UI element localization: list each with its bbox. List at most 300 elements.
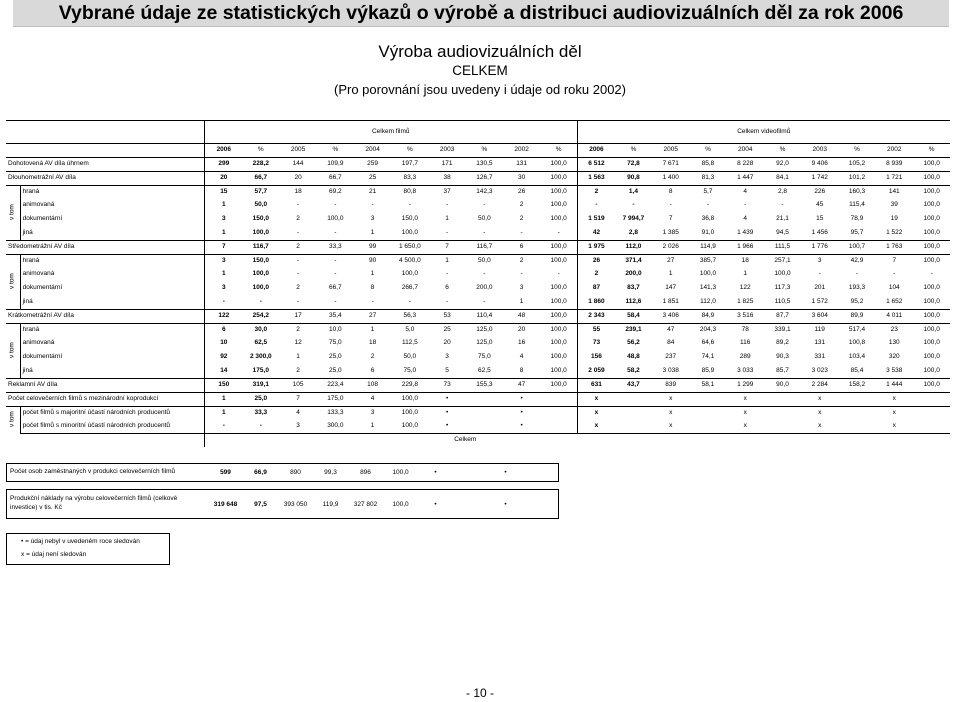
table-cell: 100,0 xyxy=(392,407,428,421)
table-cell: - xyxy=(446,270,449,278)
table-cell: 3 xyxy=(801,255,839,269)
table-cell: 2 xyxy=(296,215,300,223)
table-cell: - xyxy=(520,270,523,278)
table-cell: 110,5 xyxy=(774,298,791,306)
table-row xyxy=(6,407,950,421)
table-cell: - xyxy=(243,420,279,434)
table-cell: 1 975 xyxy=(577,241,615,255)
table-cell: 319,1 xyxy=(243,379,279,393)
table-cell: 55 xyxy=(577,324,615,338)
table-cell xyxy=(764,420,800,434)
table-cell: 3 xyxy=(353,407,391,421)
table-cell: 7 671 xyxy=(652,158,690,172)
table-cell: 3 538 xyxy=(886,367,903,375)
table-cell: 15 xyxy=(204,186,242,200)
table-cell: 1 860 xyxy=(577,296,615,310)
table-cell: 119 xyxy=(801,324,839,338)
table-cell: x xyxy=(801,393,839,407)
table-cell: 7 xyxy=(204,241,242,255)
table-cell: 20 xyxy=(279,172,317,186)
videos-group-header: Celkem videofilmů xyxy=(577,121,950,144)
table-cell: 66,7 xyxy=(243,172,279,186)
table-cell: 62,5 xyxy=(478,367,491,375)
table-cell: - xyxy=(334,201,337,209)
table-cell: 23 xyxy=(875,324,913,338)
table-cell: 94,5 xyxy=(776,229,789,237)
table-row xyxy=(6,310,950,324)
costs-row xyxy=(6,489,559,519)
table-cell: 78 xyxy=(726,324,764,338)
table-cell: x xyxy=(875,420,913,434)
table-cell: 100,0 xyxy=(923,284,940,292)
table-cell: 8 xyxy=(519,367,524,375)
table-cell: x xyxy=(726,407,764,421)
table-cell: 2 284 xyxy=(801,379,839,393)
table-cell: 193,3 xyxy=(848,284,866,292)
table-cell: 131 xyxy=(502,158,540,172)
legend xyxy=(6,533,170,565)
table-cell: - xyxy=(706,201,710,209)
table-cell: 84,9 xyxy=(690,310,726,324)
extra-cell: • xyxy=(434,500,437,508)
v-tom-label xyxy=(6,186,20,241)
table-cell: - xyxy=(279,255,317,269)
table-cell: 8 228 xyxy=(726,158,764,172)
table-cell: 10,0 xyxy=(317,324,353,338)
table-cell: 89,9 xyxy=(839,310,875,324)
table-cell: 100,0 xyxy=(541,186,577,200)
table-cell: 56,2 xyxy=(627,339,640,347)
table-cell: 100,0 xyxy=(550,215,567,223)
column-header: 2004 xyxy=(353,144,391,158)
row-label: počet filmů s minoritní účastí národních producentů xyxy=(20,420,204,434)
table-cell: 133,3 xyxy=(317,407,353,421)
table-cell: 7 xyxy=(875,255,913,269)
table-cell: 56,3 xyxy=(392,310,428,324)
table-cell xyxy=(541,393,577,407)
table-cell: 226 xyxy=(801,186,839,200)
column-header: % xyxy=(392,144,428,158)
table-cell: 35,4 xyxy=(317,310,353,324)
table-cell: 266,7 xyxy=(401,284,418,292)
table-cell: 85,8 xyxy=(690,158,726,172)
table-cell: 84,1 xyxy=(764,172,800,186)
table-cell: 300,0 xyxy=(317,420,353,434)
table-cell: - xyxy=(855,270,859,278)
table-cell: 6 xyxy=(445,284,449,292)
table-cell: - xyxy=(334,298,337,306)
table-cell: 85,9 xyxy=(701,367,715,375)
table-cell: 25,0 xyxy=(329,353,342,361)
table-row xyxy=(6,350,950,365)
table-row xyxy=(6,186,950,200)
table-cell: 100,0 xyxy=(401,229,418,237)
table-cell: 100,8 xyxy=(848,339,866,347)
celkem-label: Celkem xyxy=(454,436,477,444)
table-row xyxy=(6,337,950,350)
table-cell: x xyxy=(726,393,764,407)
table-cell xyxy=(690,393,726,407)
table-cell: 171 xyxy=(428,158,466,172)
table-cell: 320 xyxy=(888,353,900,361)
table-cell: - xyxy=(446,229,449,237)
table-cell: 1 742 xyxy=(801,172,839,186)
column-header: % xyxy=(466,144,502,158)
table-cell: 7 xyxy=(428,241,466,255)
table-cell: 100,0 xyxy=(913,255,950,269)
table-cell: 42,9 xyxy=(839,255,875,269)
table-cell: 131 xyxy=(814,339,826,347)
table-cell: 839 xyxy=(652,379,690,393)
table-cell: 5,7 xyxy=(690,186,726,200)
table-cell: 112,6 xyxy=(625,298,642,306)
table-cell: - xyxy=(296,201,300,209)
table-cell: 5 xyxy=(445,367,449,375)
table-cell: 105 xyxy=(279,379,317,393)
table-cell: 1 652 xyxy=(886,298,903,306)
table-cell: 3 xyxy=(279,420,317,434)
table-cell: 66,7 xyxy=(317,172,353,186)
table-cell: 100,0 xyxy=(550,353,567,361)
table-cell: 89,2 xyxy=(776,339,789,347)
table-cell: 4 xyxy=(353,393,391,407)
table-cell: 108 xyxy=(353,379,391,393)
table-cell: 100,0 xyxy=(550,298,567,306)
table-cell: 100,0 xyxy=(550,339,567,347)
table-cell: 45 xyxy=(816,201,824,209)
table-cell: 27 xyxy=(652,255,690,269)
table-cell: 100,0 xyxy=(923,353,940,361)
table-cell: 74,1 xyxy=(701,353,715,361)
table-cell: 95,7 xyxy=(850,229,864,237)
table-cell: 6 xyxy=(502,241,540,255)
table-cell: 37 xyxy=(428,186,466,200)
column-header: % xyxy=(913,144,950,158)
table-cell xyxy=(764,393,800,407)
table-cell: 2 300,0 xyxy=(249,353,272,361)
table-cell: 1 xyxy=(353,324,391,338)
row-label: Krátkometrážní AV díla xyxy=(6,310,204,324)
table-cell: 4 500,0 xyxy=(392,255,428,269)
table-cell: 160,3 xyxy=(839,186,875,200)
row-label: hraná xyxy=(20,324,204,338)
row-label: animovaná xyxy=(22,339,55,347)
table-cell: 1 299 xyxy=(726,379,764,393)
table-cell: 30,0 xyxy=(243,324,279,338)
table-cell: 25 xyxy=(353,172,391,186)
table-cell: 43,7 xyxy=(615,379,651,393)
table-cell: x xyxy=(577,407,615,421)
table-cell: 10 xyxy=(204,337,242,350)
table-cell: 1 456 xyxy=(811,229,828,237)
table-cell: 87 xyxy=(577,281,615,296)
table-cell: 33,3 xyxy=(243,407,279,421)
table-cell xyxy=(466,393,502,407)
table-cell: 2 xyxy=(296,284,300,292)
table-cell: 141 xyxy=(875,186,913,200)
legend-symbol: • xyxy=(21,538,24,545)
table-cell: 3 xyxy=(519,284,524,292)
table-cell: 14 xyxy=(204,365,242,379)
table-cell: 122 xyxy=(739,284,751,292)
table-cell: 114,9 xyxy=(690,241,726,255)
table-cell: x xyxy=(875,393,913,407)
v-tom-text: v tom xyxy=(8,272,16,289)
table-cell: 100,0 xyxy=(699,270,717,278)
table-cell: 100,0 xyxy=(392,420,428,434)
row-label: Dlouhometrážní AV díla xyxy=(6,172,204,186)
table-cell: 18 xyxy=(726,255,764,269)
table-cell: 2 xyxy=(370,353,375,361)
table-cell: 257,1 xyxy=(764,255,800,269)
column-header: 2006 xyxy=(204,144,242,158)
table-cell: - xyxy=(520,229,523,237)
table-cell: 100,0 xyxy=(923,229,940,237)
table-cell: - xyxy=(296,270,300,278)
table-row xyxy=(6,379,950,393)
table-cell: 1 400 xyxy=(652,172,690,186)
table-cell: 1 522 xyxy=(886,229,903,237)
table-cell: 72,8 xyxy=(615,158,651,172)
table-cell: 2 xyxy=(502,255,540,269)
table-cell: 299 xyxy=(204,158,242,172)
table-cell: 1 xyxy=(428,255,466,269)
v-tom-label xyxy=(6,324,20,379)
celkem-row xyxy=(6,434,950,448)
table-cell: 92 xyxy=(204,350,242,365)
table-cell: 100,0 xyxy=(913,172,950,186)
table-cell: 91,0 xyxy=(701,229,715,237)
table-cell: 3 xyxy=(204,212,242,227)
table-cell: 142,3 xyxy=(466,186,502,200)
table-cell: 254,2 xyxy=(243,310,279,324)
table-cell: 100,0 xyxy=(252,229,269,237)
table-cell: 150 xyxy=(204,379,242,393)
table-cell: 100,0 xyxy=(541,172,577,186)
table-cell xyxy=(690,407,726,421)
table-cell: 2 059 xyxy=(577,365,615,379)
table-cell: 50,0 xyxy=(466,255,502,269)
table-cell: 9 406 xyxy=(801,158,839,172)
table-cell: - xyxy=(483,270,486,278)
table-cell: 1 519 xyxy=(577,212,615,227)
table-cell: 100,0 xyxy=(923,298,940,306)
table-cell: 8 xyxy=(652,186,690,200)
table-cell: 100,0 xyxy=(541,241,577,255)
table-cell: 100,0 xyxy=(913,379,950,393)
table-cell: 80,8 xyxy=(392,186,428,200)
table-cell: 38 xyxy=(428,172,466,186)
table-cell: - xyxy=(371,201,374,209)
column-header-row xyxy=(6,144,950,158)
table-cell: - xyxy=(296,298,300,306)
row-label: jiná xyxy=(22,367,33,375)
table-cell: 30 xyxy=(502,172,540,186)
table-cell: 21,1 xyxy=(776,215,789,223)
table-row xyxy=(6,281,950,296)
table-cell xyxy=(615,393,651,407)
table-cell: 100,7 xyxy=(839,241,875,255)
table-cell: 20 xyxy=(443,339,451,347)
table-cell: • xyxy=(502,420,540,434)
extra-cell xyxy=(453,464,488,481)
v-tom-text: v tom xyxy=(8,341,16,358)
table-cell: 1 721 xyxy=(875,172,913,186)
table-cell: 109,9 xyxy=(317,158,353,172)
row-label: animovaná xyxy=(22,270,55,278)
table-cell: 197,7 xyxy=(392,158,428,172)
extra-cell: 99,3 xyxy=(324,469,337,476)
table-cell: 1 385 xyxy=(662,229,679,237)
legend-text: = údaj nebyl v uvedeném roce sledován xyxy=(25,538,140,545)
table-cell: - xyxy=(818,270,821,278)
table-cell: 3 604 xyxy=(801,310,839,324)
table-cell: 1 xyxy=(204,407,242,421)
table-cell: 1 563 xyxy=(577,172,615,186)
table-cell: 2 xyxy=(279,241,317,255)
table-cell: 1 851 xyxy=(662,298,679,306)
table-cell: 150,0 xyxy=(401,215,418,223)
legend-item-not-tracked-year xyxy=(21,538,140,545)
table-row xyxy=(6,420,950,434)
table-cell: 2 xyxy=(577,268,615,281)
table-cell: 90,3 xyxy=(776,353,789,361)
extra-cell: 896 xyxy=(360,469,371,476)
table-cell: - xyxy=(781,201,784,209)
table-cell: 100,0 xyxy=(550,284,567,292)
table-row xyxy=(6,255,950,269)
table-cell: 200,0 xyxy=(476,284,493,292)
table-cell: 4 011 xyxy=(875,310,913,324)
table-cell: 85,4 xyxy=(850,367,864,375)
table-cell: 141,3 xyxy=(699,284,717,292)
table-cell: - xyxy=(744,201,747,209)
table-cell: 16 xyxy=(518,339,526,347)
row-label: Dohotovená AV díla úhrnem xyxy=(6,158,204,172)
table-cell: 12 xyxy=(294,339,302,347)
extra-cell: • xyxy=(504,469,507,476)
table-cell: 1,4 xyxy=(615,186,651,200)
table-cell: 92,0 xyxy=(764,158,800,172)
extra-cell: • xyxy=(504,500,507,508)
table-cell: - xyxy=(334,229,337,237)
table-cell: 4 xyxy=(279,407,317,421)
group-header-row xyxy=(6,121,950,144)
table-cell: - xyxy=(557,229,560,237)
table-row xyxy=(6,393,950,407)
table-cell: 2 xyxy=(296,367,300,375)
table-cell: 111,5 xyxy=(764,241,800,255)
table-cell: 50,0 xyxy=(403,353,417,361)
column-header: % xyxy=(764,144,800,158)
table-cell: 100,0 xyxy=(541,324,577,338)
column-header: 2005 xyxy=(279,144,317,158)
table-cell xyxy=(541,420,577,434)
table-cell: 100,0 xyxy=(923,367,940,375)
table-cell: 1 xyxy=(668,270,673,278)
table-cell: 3 033 xyxy=(737,367,754,375)
table-cell: - xyxy=(483,201,486,209)
table-cell xyxy=(466,407,502,421)
row-label: Středometrážní AV díla xyxy=(6,241,204,255)
table-cell: 100,0 xyxy=(774,270,791,278)
extra-cell: 327 802 xyxy=(353,500,378,508)
table-cell: 62,5 xyxy=(254,339,268,347)
extra-row-label: Počet osob zaměstnaných v produkci celovečerních filmů xyxy=(10,468,176,476)
table-cell xyxy=(839,393,875,407)
table-cell: 20 xyxy=(502,324,540,338)
table-cell: x xyxy=(577,420,615,434)
legend-text: = údaj není sledován xyxy=(26,551,87,558)
table-cell: - xyxy=(408,298,411,306)
table-cell: 2 xyxy=(519,201,524,209)
column-header: % xyxy=(317,144,353,158)
table-cell: 2 xyxy=(519,215,524,223)
table-cell: 7 xyxy=(668,215,673,223)
table-cell: - xyxy=(930,270,933,278)
table-cell: 53 xyxy=(428,310,466,324)
table-cell: 2,8 xyxy=(764,186,800,200)
table-cell: 116 xyxy=(740,339,751,347)
extra-cell: 100,0 xyxy=(392,500,409,508)
table-cell: - xyxy=(483,229,486,237)
table-cell: 69,2 xyxy=(317,186,353,200)
table-cell: 18 xyxy=(368,339,377,347)
table-cell: - xyxy=(259,298,262,306)
table-cell: 5,0 xyxy=(392,324,428,338)
table-cell: - xyxy=(577,199,615,212)
table-cell: 100,0 xyxy=(923,339,940,347)
table-cell: 228,2 xyxy=(243,158,279,172)
table-cell: 75,0 xyxy=(329,339,342,347)
table-cell: 110,4 xyxy=(466,310,502,324)
table-cell: x xyxy=(652,407,690,421)
table-cell: - xyxy=(446,201,449,209)
table-cell: 517,4 xyxy=(839,324,875,338)
table-cell: 289 xyxy=(739,353,751,361)
table-cell: - xyxy=(632,201,635,209)
table-cell: 259 xyxy=(353,158,391,172)
table-cell: 36,8 xyxy=(701,215,715,223)
table-cell xyxy=(913,407,950,421)
table-cell: 1 966 xyxy=(726,241,764,255)
table-cell: 117,3 xyxy=(774,284,791,292)
table-cell: 631 xyxy=(577,379,615,393)
table-cell xyxy=(839,407,875,421)
table-cell: 100,0 xyxy=(541,379,577,393)
table-cell: - xyxy=(669,201,672,209)
section-title: Výroba audiovizuálních děl xyxy=(378,42,582,61)
table-cell: 1 xyxy=(370,229,375,237)
table-cell: 201 xyxy=(814,284,826,292)
table-cell: 42 xyxy=(577,227,615,241)
table-cell: 3 xyxy=(204,255,242,269)
table-cell: 25 xyxy=(428,324,466,338)
table-cell: 3 516 xyxy=(726,310,764,324)
table-cell: 116,7 xyxy=(466,241,502,255)
table-cell: 100,0 xyxy=(923,201,940,209)
table-cell: 6 xyxy=(204,324,242,338)
table-cell: 100,0 xyxy=(327,215,344,223)
table-cell: 100,0 xyxy=(541,310,577,324)
table-cell: 78,9 xyxy=(850,215,864,223)
table-cell: 1 xyxy=(445,215,449,223)
table-cell: 81,3 xyxy=(690,172,726,186)
table-cell: 100,0 xyxy=(913,158,950,172)
table-cell: 50,0 xyxy=(254,201,268,209)
table-cell: 385,7 xyxy=(690,255,726,269)
extra-cell: 599 xyxy=(220,469,231,476)
